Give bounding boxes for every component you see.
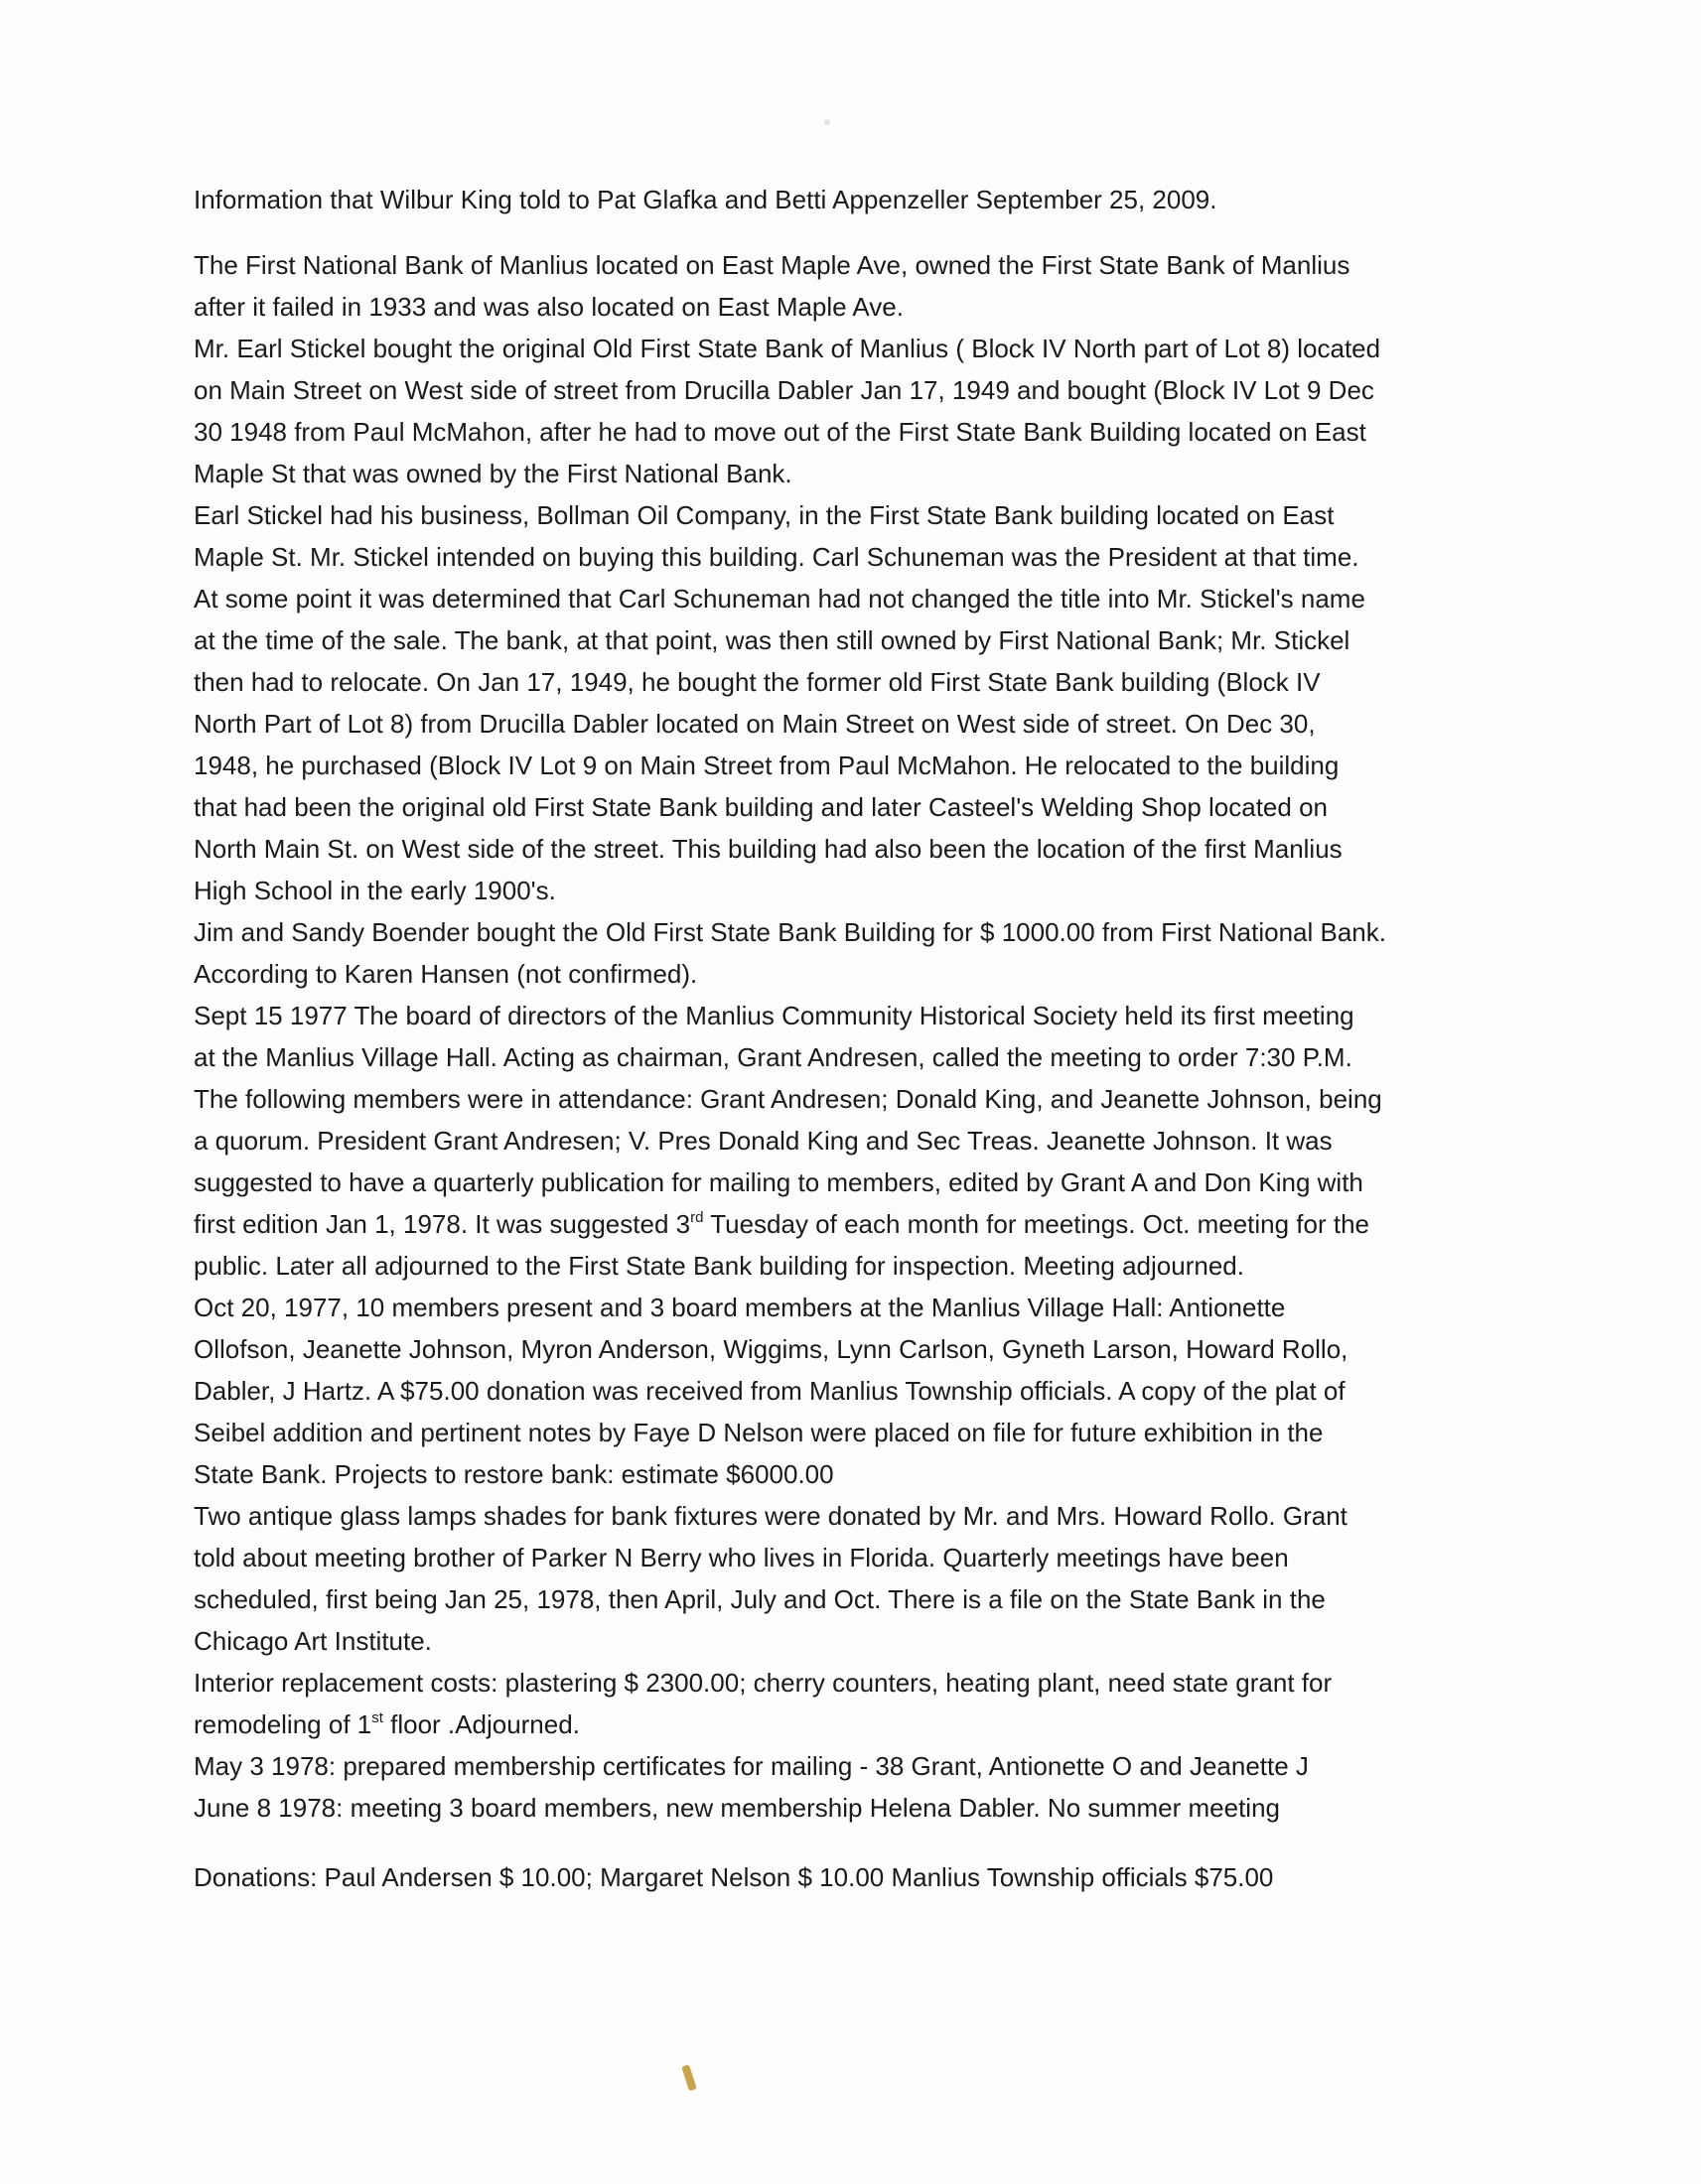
text-line: a quorum. President Grant Andresen; V. Pres Donald King and Sec Treas. Jeanette Johnson. It was: [194, 1126, 1333, 1156]
text-line: Sept 15 1977 The board of directors of the Manlius Community Historical Society held its first meeting: [194, 1001, 1354, 1030]
paper-speck: [681, 2064, 697, 2091]
document-header: Information that Wilbur King told to Pat Glafka and Betti Appenzeller September 25, 2009.: [194, 185, 1217, 214]
donations-line: Donations: Paul Andersen $ 10.00; Margaret Nelson $ 10.00 Manlius Township officials $75.00: [194, 1862, 1274, 1892]
text-line: Maple St that was owned by the First National Bank.: [194, 459, 792, 488]
text-line: on Main Street on West side of street from Drucilla Dabler Jan 17, 1949 and bought (Block IV Lot 9 Dec: [194, 375, 1374, 405]
text-line: Interior replacement costs: plastering $ 2300.00; cherry counters, heating plant, need state grant for: [194, 1668, 1333, 1698]
text-line: North Main St. on West side of the street. This building had also been the location of the first Manlius: [194, 834, 1343, 864]
text-line: The First National Bank of Manlius located on East Maple Ave, owned the First State Bank of Manlius: [194, 250, 1350, 280]
ordinal-superscript: rd: [690, 1209, 704, 1226]
text-line: told about meeting brother of Parker N Berry who lives in Florida. Quarterly meetings have been: [194, 1543, 1289, 1572]
text-line-with-superscript: [194, 1203, 1514, 1245]
text-line: 30 1948 from Paul McMahon, after he had to move out of the First State Bank Building located on East: [194, 417, 1366, 447]
text-line: scheduled, first being Jan 25, 1978, then April, July and Oct. There is a file on the State Bank in the: [194, 1584, 1326, 1614]
text-line: State Bank. Projects to restore bank: estimate $6000.00: [194, 1459, 834, 1489]
text-line: public. Later all adjourned to the First State Bank building for inspection. Meeting adjourned.: [194, 1251, 1244, 1281]
text-line: Mr. Earl Stickel bought the original Old First State Bank of Manlius ( Block IV North part of Lot 8) located: [194, 334, 1381, 363]
text-line: 1948, he purchased (Block IV Lot 9 on Main Street from Paul McMahon. He relocated to the building: [194, 751, 1340, 780]
document-body: [194, 179, 1514, 1898]
text-line: The following members were in attendance: Grant Andresen; Donald King, and Jeanette Johnson, being: [194, 1084, 1382, 1114]
text-line: Maple St. Mr. Stickel intended on buying this building. Carl Schuneman was the President at that time.: [194, 542, 1359, 572]
paper-speck: [824, 119, 830, 125]
text-line: Ollofson, Jeanette Johnson, Myron Anderson, Wiggims, Lynn Carlson, Gyneth Larson, Howard Rollo,: [194, 1334, 1348, 1364]
text-line: Chicago Art Institute.: [194, 1626, 432, 1656]
text-line: then had to relocate. On Jan 17, 1949, he bought the former old First State Bank building (Block IV: [194, 667, 1321, 697]
text-line: Dabler, J Hartz. A $75.00 donation was received from Manlius Township officials. A copy of the plat of: [194, 1376, 1346, 1406]
text-fragment: first edition Jan 1, 1978. It was suggested 3: [194, 1209, 691, 1239]
text-line-with-superscript: [194, 1704, 1514, 1745]
text-line: At some point it was determined that Carl Schuneman had not changed the title into Mr. Stickel's name: [194, 584, 1365, 614]
text-line: According to Karen Hansen (not confirmed).: [194, 959, 698, 989]
text-fragment: remodeling of 1: [194, 1709, 372, 1739]
text-line: Earl Stickel had his business, Bollman Oil Company, in the First State Bank building located on East: [194, 500, 1335, 530]
text-line: at the time of the sale. The bank, at that point, was then still owned by First National Bank; Mr. Stickel: [194, 625, 1350, 655]
text-line: Seibel addition and pertinent notes by Faye D Nelson were placed on file for future exhibition in the: [194, 1418, 1324, 1447]
text-line: June 8 1978: meeting 3 board members, new membership Helena Dabler. No summer meeting: [194, 1793, 1280, 1823]
text-line: at the Manlius Village Hall. Acting as chairman, Grant Andresen, called the meeting to order 7:30 P.M.: [194, 1042, 1352, 1072]
text-fragment: floor .Adjourned.: [382, 1709, 580, 1739]
text-line: Jim and Sandy Boender bought the Old First State Bank Building for $ 1000.00 from First National Bank.: [194, 917, 1386, 947]
text-fragment: Tuesday of each month for meetings. Oct. meeting for the: [703, 1209, 1370, 1239]
text-line: May 3 1978: prepared membership certificates for mailing - 38 Grant, Antionette O and Jeanette J: [194, 1751, 1309, 1781]
text-line: that had been the original old First State Bank building and later Casteel's Welding Shop located on: [194, 792, 1328, 822]
ordinal-superscript: st: [371, 1709, 383, 1726]
text-line: North Part of Lot 8) from Drucilla Dabler located on Main Street on West side of street. On Dec 30,: [194, 709, 1316, 739]
text-line: High School in the early 1900's.: [194, 876, 556, 905]
text-line: Oct 20, 1977, 10 members present and 3 board members at the Manlius Village Hall: Antionette: [194, 1293, 1286, 1322]
text-line: suggested to have a quarterly publication for mailing to members, edited by Grant A and Don King with: [194, 1167, 1363, 1197]
text-line: Two antique glass lamps shades for bank fixtures were donated by Mr. and Mrs. Howard Rollo. Grant: [194, 1501, 1347, 1531]
text-line: after it failed in 1933 and was also located on East Maple Ave.: [194, 292, 904, 322]
